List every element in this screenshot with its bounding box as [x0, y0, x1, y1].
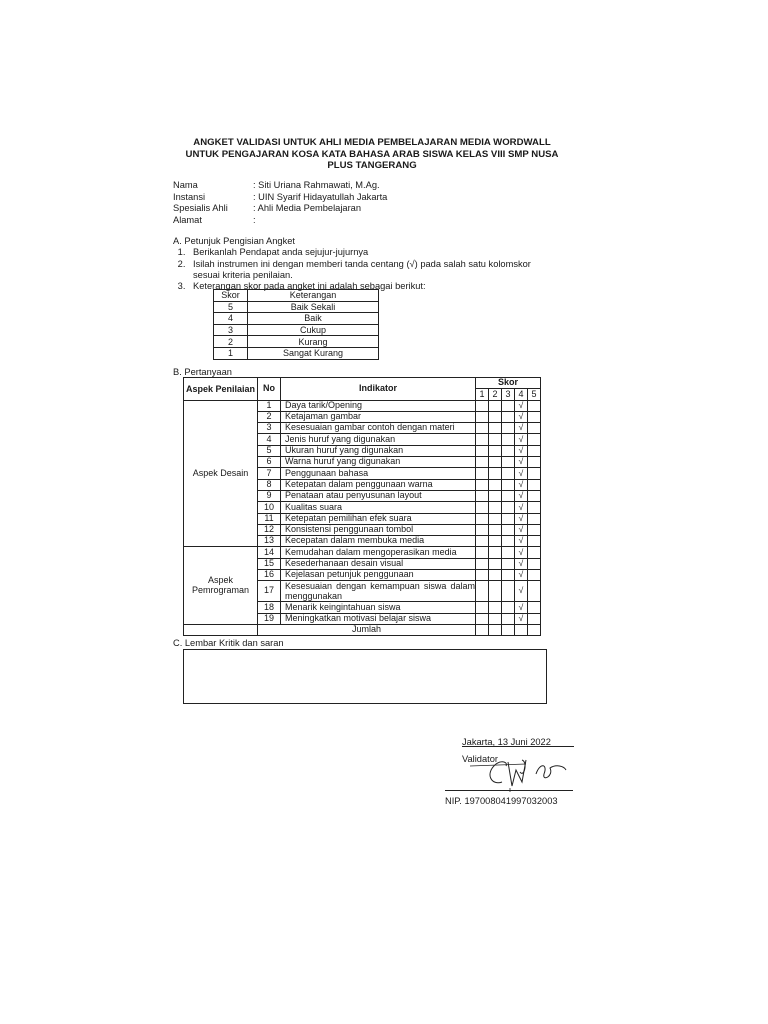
score-cell[interactable] — [528, 524, 541, 535]
score-header: Skor — [214, 290, 248, 302]
score-legend-header — [214, 290, 379, 302]
total-score-cell[interactable] — [476, 624, 489, 635]
score-value: 3 — [214, 324, 248, 336]
score-cell[interactable] — [528, 536, 541, 547]
indicator-text: Ketajaman gambar — [281, 411, 476, 422]
row-number: 18 — [258, 602, 281, 613]
score-cell[interactable] — [502, 570, 515, 581]
assessment-table — [183, 377, 541, 636]
nip-number: NIP. 197008041997032003 — [445, 796, 558, 806]
score-description: Cukup — [248, 324, 379, 336]
score-value: 4 — [214, 313, 248, 325]
score-cell[interactable] — [476, 445, 489, 456]
score-cell[interactable] — [528, 457, 541, 468]
score-cell[interactable] — [489, 547, 502, 558]
row-number: 13 — [258, 536, 281, 547]
row-number: 9 — [258, 490, 281, 501]
score-cell-checked[interactable]: √ — [515, 602, 528, 613]
score-cell[interactable] — [502, 479, 515, 490]
indicator-text: Kesederhanaan desain visual — [281, 558, 476, 569]
score-cell-checked[interactable]: √ — [515, 570, 528, 581]
score-cell[interactable] — [528, 400, 541, 411]
total-score-cell[interactable] — [528, 624, 541, 635]
document-title — [172, 137, 572, 172]
score-cell[interactable] — [502, 558, 515, 569]
section-c-heading: C. Lembar Kritik dan saran — [173, 638, 284, 648]
score-cell[interactable] — [476, 558, 489, 569]
aspek-cell: Aspek Desain — [184, 400, 258, 547]
identity-label: Nama — [173, 180, 198, 190]
score-cell[interactable] — [476, 524, 489, 535]
score-legend-row — [214, 347, 379, 359]
indicator-text: Jenis huruf yang digunakan — [281, 434, 476, 445]
identity-value: : UIN Syarif Hidayatullah Jakarta — [253, 191, 388, 202]
score-cell[interactable] — [489, 445, 502, 456]
indikator-header: Indikator — [281, 378, 476, 401]
identity-row-spesialis — [173, 203, 387, 215]
indicator-text: Penggunaan bahasa — [281, 468, 476, 479]
row-number: 3 — [258, 423, 281, 434]
score-cell[interactable] — [528, 445, 541, 456]
score-cell[interactable] — [476, 502, 489, 513]
instruction-item: 2. Isilah instrumen ini dengan memberi tanda centang (√) pada salah satu kolomskor sesuai kriteria penilaian. — [188, 259, 553, 282]
score-cell-checked[interactable]: √ — [515, 524, 528, 535]
score-description: Sangat Kurang — [248, 347, 379, 359]
score-cell[interactable] — [528, 513, 541, 524]
score-cell[interactable] — [476, 513, 489, 524]
score-cell[interactable] — [502, 411, 515, 422]
score-cell[interactable] — [476, 547, 489, 558]
row-number: 1 — [258, 400, 281, 411]
score-cell-checked[interactable]: √ — [515, 457, 528, 468]
total-score-cell[interactable] — [515, 624, 528, 635]
score-cell[interactable] — [489, 468, 502, 479]
total-score-cell[interactable] — [502, 624, 515, 635]
indicator-text: Menarik keingintahuan siswa — [281, 602, 476, 613]
row-number: 11 — [258, 513, 281, 524]
total-row — [184, 624, 541, 635]
score-cell-checked[interactable]: √ — [515, 400, 528, 411]
score-value: 5 — [214, 301, 248, 313]
score-cell[interactable] — [528, 490, 541, 501]
identity-label: Alamat — [173, 214, 202, 225]
total-label: Jumlah — [258, 624, 476, 635]
score-cell[interactable] — [489, 423, 502, 434]
score-cell[interactable] — [502, 524, 515, 535]
row-number: 17 — [258, 581, 281, 602]
score-cell[interactable] — [528, 547, 541, 558]
row-number: 7 — [258, 468, 281, 479]
title-line-2: UNTUK PENGAJARAN KOSA KATA BAHASA ARAB SISWA KELAS VIII SMP NUSA — [185, 148, 559, 160]
indicator-text: Ukuran huruf yang digunakan — [281, 445, 476, 456]
instruction-item: 3. Keterangan skor pada angket ini adalah sebagai berikut: — [188, 281, 553, 292]
score-cell[interactable] — [476, 457, 489, 468]
total-score-cell[interactable] — [489, 624, 502, 635]
indicator-text: Kemudahan dalam mengoperasikan media — [281, 547, 476, 558]
title-line-1: ANGKET VALIDASI UNTUK AHLI MEDIA PEMBELAJARAN MEDIA WORDWALL — [193, 137, 551, 148]
score-cell[interactable] — [502, 445, 515, 456]
identity-row-nama — [173, 180, 387, 192]
section-b-heading: B. Pertanyaan — [173, 367, 232, 377]
validator-label: Validator — [462, 754, 499, 764]
score-cell[interactable] — [489, 524, 502, 535]
score-col-header: 1 — [476, 389, 489, 400]
score-cell-checked[interactable]: √ — [515, 411, 528, 422]
signature-underline — [445, 790, 573, 791]
indicator-text: Ketepatan pemilihan efek suara — [281, 513, 476, 524]
assessment-header-row — [184, 378, 541, 389]
score-col-header: 2 — [489, 389, 502, 400]
score-cell[interactable] — [476, 613, 489, 624]
instruction-item: 1. Berikanlah Pendapat anda sejujur-jujurnya — [188, 247, 553, 258]
title-line-3: PLUS TANGERANG — [327, 160, 417, 171]
indicator-text: Daya tarik/Opening — [281, 400, 476, 411]
row-number: 12 — [258, 524, 281, 535]
identity-value: : Ahli Media Pembelajaran — [253, 203, 362, 214]
score-col-header: 5 — [528, 389, 541, 400]
score-cell[interactable] — [502, 613, 515, 624]
row-number: 19 — [258, 613, 281, 624]
score-col-header: 3 — [502, 389, 515, 400]
description-header: Keterangan — [248, 290, 379, 302]
score-cell[interactable] — [528, 613, 541, 624]
place-date: Jakarta, 13 Juni 2022 — [462, 737, 551, 747]
score-cell[interactable] — [476, 536, 489, 547]
score-cell[interactable] — [489, 479, 502, 490]
identity-value: : — [253, 214, 256, 225]
score-cell[interactable] — [528, 411, 541, 422]
score-cell[interactable] — [502, 602, 515, 613]
score-cell[interactable] — [489, 558, 502, 569]
score-cell[interactable] — [528, 602, 541, 613]
indicator-text: Kesesuaian gambar contoh dengan materi — [281, 423, 476, 434]
score-value: 1 — [214, 347, 248, 359]
score-cell-checked[interactable]: √ — [515, 613, 528, 624]
score-cell-checked[interactable]: √ — [515, 479, 528, 490]
signature-image — [470, 752, 570, 792]
score-cell[interactable] — [502, 536, 515, 547]
score-cell[interactable] — [489, 400, 502, 411]
score-cell[interactable] — [502, 502, 515, 513]
table-row — [184, 400, 541, 411]
score-cell[interactable] — [476, 400, 489, 411]
indicator-text: Penataan atau penyusunan layout — [281, 490, 476, 501]
score-cell[interactable] — [528, 468, 541, 479]
score-legend-row — [214, 313, 379, 325]
score-legend-table — [213, 289, 379, 360]
score-cell[interactable] — [528, 558, 541, 569]
score-description: Baik Sekali — [248, 301, 379, 313]
row-number: 16 — [258, 570, 281, 581]
score-cell[interactable] — [528, 479, 541, 490]
score-cell-checked[interactable]: √ — [515, 547, 528, 558]
score-cell[interactable] — [502, 581, 515, 602]
score-cell-checked[interactable]: √ — [515, 581, 528, 602]
indicator-text: Ketepatan dalam penggunaan warna — [281, 479, 476, 490]
no-header: No — [258, 378, 281, 401]
section-a-heading: A. Petunjuk Pengisian Angket — [173, 236, 295, 246]
score-cell-checked[interactable]: √ — [515, 502, 528, 513]
score-cell[interactable] — [489, 513, 502, 524]
aspek-cell: Aspek Pemrograman — [184, 547, 258, 624]
identity-label: Instansi — [173, 191, 206, 202]
identity-row-instansi — [173, 192, 387, 204]
row-number: 5 — [258, 445, 281, 456]
identity-block — [173, 180, 387, 226]
score-cell[interactable] — [489, 457, 502, 468]
instruction-list — [173, 247, 553, 292]
indicator-text: Konsistensi penggunaan tombol — [281, 524, 476, 535]
row-number: 14 — [258, 547, 281, 558]
score-cell[interactable] — [502, 490, 515, 501]
score-cell[interactable] — [489, 613, 502, 624]
date-underline — [462, 746, 574, 747]
score-cell[interactable] — [489, 581, 502, 602]
row-number: 15 — [258, 558, 281, 569]
score-cell[interactable] — [528, 423, 541, 434]
score-cell[interactable] — [502, 400, 515, 411]
score-cell[interactable] — [528, 434, 541, 445]
indicator-text: Kesesuaian dengan kemampuan siswa dalam menggunakan — [281, 581, 476, 602]
identity-row-alamat — [173, 215, 387, 227]
score-cell-checked[interactable]: √ — [515, 434, 528, 445]
score-cell[interactable] — [476, 423, 489, 434]
identity-value: : Siti Uriana Rahmawati, M.Ag. — [253, 180, 380, 190]
row-number: 6 — [258, 457, 281, 468]
score-cell[interactable] — [502, 423, 515, 434]
score-cell[interactable] — [528, 570, 541, 581]
score-cell[interactable] — [476, 468, 489, 479]
score-cell[interactable] — [502, 513, 515, 524]
score-cell[interactable] — [502, 547, 515, 558]
criticism-box[interactable] — [183, 649, 547, 704]
score-cell[interactable] — [476, 479, 489, 490]
identity-label: Spesialis Ahli — [173, 203, 228, 214]
score-cell[interactable] — [489, 502, 502, 513]
score-cell[interactable] — [528, 581, 541, 602]
score-cell[interactable] — [476, 434, 489, 445]
score-cell[interactable] — [476, 490, 489, 501]
score-value: 2 — [214, 336, 248, 348]
score-cell-checked[interactable]: √ — [515, 536, 528, 547]
score-cell-checked[interactable]: √ — [515, 513, 528, 524]
score-description: Kurang — [248, 336, 379, 348]
score-cell[interactable] — [502, 434, 515, 445]
score-cell[interactable] — [502, 468, 515, 479]
row-number: 2 — [258, 411, 281, 422]
aspek-header: Aspek Penilaian — [184, 378, 258, 401]
score-cell[interactable] — [489, 536, 502, 547]
table-row — [184, 547, 541, 558]
score-col-header: 4 — [515, 389, 528, 400]
total-empty-cell — [184, 624, 258, 635]
score-cell[interactable] — [489, 411, 502, 422]
score-cell[interactable] — [476, 570, 489, 581]
row-number: 4 — [258, 434, 281, 445]
score-cell[interactable] — [502, 457, 515, 468]
score-cell-checked[interactable]: √ — [515, 558, 528, 569]
score-cell-checked[interactable]: √ — [515, 423, 528, 434]
score-legend-row — [214, 301, 379, 313]
section-a — [173, 236, 553, 292]
indicator-text: Kualitas suara — [281, 502, 476, 513]
score-cell[interactable] — [528, 502, 541, 513]
indicator-text: Warna huruf yang digunakan — [281, 457, 476, 468]
skor-header: Skor — [476, 378, 541, 389]
score-legend-row — [214, 336, 379, 348]
score-cell[interactable] — [476, 581, 489, 602]
score-cell-checked[interactable]: √ — [515, 490, 528, 501]
assessment-body — [184, 400, 541, 636]
indicator-text: Kejelasan petunjuk penggunaan — [281, 570, 476, 581]
score-cell-checked[interactable]: √ — [515, 445, 528, 456]
indicator-text: Kecepatan dalam membuka media — [281, 536, 476, 547]
row-number: 8 — [258, 479, 281, 490]
score-legend-row — [214, 324, 379, 336]
score-cell-checked[interactable]: √ — [515, 468, 528, 479]
score-description: Baik — [248, 313, 379, 325]
score-cell[interactable] — [489, 570, 502, 581]
score-cell[interactable] — [489, 434, 502, 445]
score-cell[interactable] — [476, 602, 489, 613]
score-cell[interactable] — [489, 602, 502, 613]
indicator-text: Meningkatkan motivasi belajar siswa — [281, 613, 476, 624]
row-number: 10 — [258, 502, 281, 513]
score-cell[interactable] — [489, 490, 502, 501]
score-cell[interactable] — [476, 411, 489, 422]
